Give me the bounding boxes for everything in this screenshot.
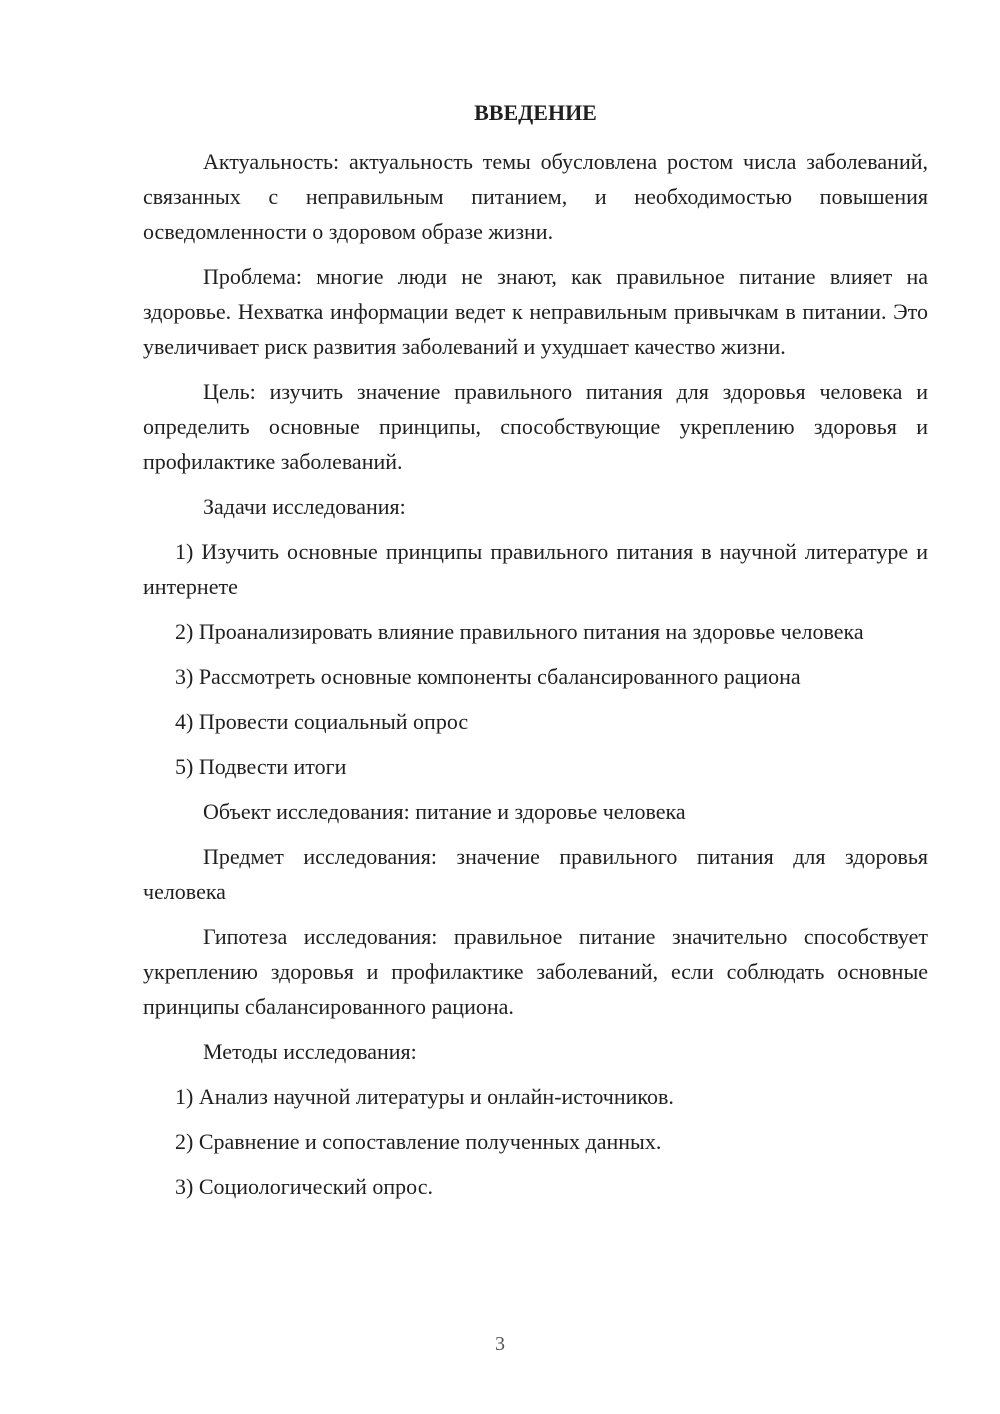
object-paragraph: Объект исследования: питание и здоровье человека	[203, 799, 686, 824]
method-item-2: 2) Сравнение и сопоставление полученных данных.	[175, 1129, 662, 1154]
method-item-1: 1) Анализ научной литературы и онлайн-источников.	[175, 1084, 674, 1109]
task-item-1: 1) Изучить основные принципы правильного питания в научной литературе и интернете	[143, 539, 928, 599]
task-item-5: 5) Подвести итоги	[175, 754, 347, 779]
task-item-4: 4) Провести социальный опрос	[175, 709, 469, 734]
relevance-paragraph: Актуальность: актуальность темы обусловлена ростом числа заболеваний, связанных с неправильным питанием, и необходимостью повышения осведомленности о здоровом образе жизни.	[143, 149, 928, 244]
task-item-3: 3) Рассмотреть основные компоненты сбалансированного рациона	[175, 664, 801, 689]
task-item-2: 2) Проанализировать влияние правильного питания на здоровье человека	[175, 619, 864, 644]
document-page	[143, 95, 928, 1214]
problem-paragraph: Проблема: многие люди не знают, как правильное питание влияет на здоровье. Нехватка информации ведет к неправильным привычкам в питании. Это увеличивает риск развития заболеваний и ухудшает качество жизни.	[143, 264, 928, 359]
subject-paragraph: Предмет исследования: значение правильного питания для здоровья человека	[143, 844, 928, 904]
hypothesis-paragraph: Гипотеза исследования: правильное питание значительно способствует укреплению здоровья и профилактике заболеваний, если соблюдать основные принципы сбалансированного рациона.	[143, 924, 928, 1019]
method-item-3: 3) Социологический опрос.	[175, 1174, 433, 1199]
section-title: ВВЕДЕНИЕ	[474, 100, 597, 125]
tasks-heading: Задачи исследования:	[203, 494, 406, 519]
methods-heading: Методы исследования:	[203, 1039, 417, 1064]
page-number: 3	[495, 1333, 505, 1355]
goal-paragraph: Цель: изучить значение правильного питания для здоровья человека и определить основные принципы, способствующие укреплению здоровья и профилактике заболеваний.	[143, 379, 928, 474]
